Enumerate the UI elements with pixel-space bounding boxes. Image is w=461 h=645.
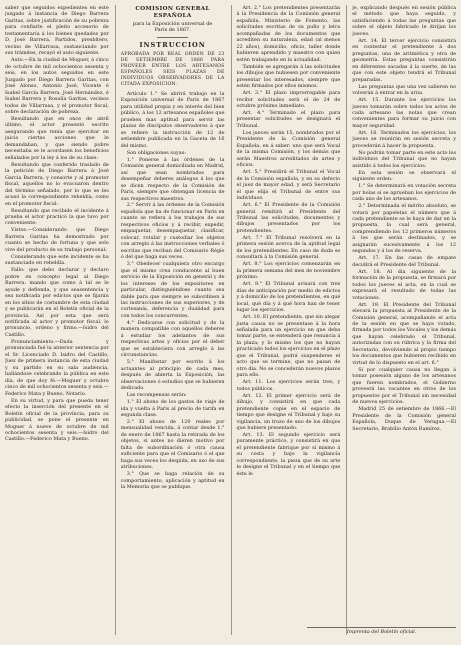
- paragraph: Art. 17. En las casas de empate decidirá el Presidente del Tribunal.: [352, 255, 456, 268]
- paragraph: 1.° Se determinará en votación secreta por bolas si se aprueban los ejercicios de cada uno de los artesanos.: [352, 183, 456, 203]
- paragraph: Art. 14. El tercer ejercicio consistirá en contestar el pretendiente á dos preguntas, una de aritmética y otra de geometría. Estas preguntas consistirán en diferentes sacadas á la suerte, de las que con este objeto tendrá el Tribunal preparadas.: [352, 37, 456, 83]
- paragraph: 1.° Ponerse á las órdenes de la Comisión general domiciliada en Madrid, así que sean nombrados para desempeñar deberes análogos á los que se dicen respecto de la Comisión de París, siempre que obtengan licencia de sus respectivos maestros.: [120, 156, 225, 202]
- paragraph: Art. 10. El pretendiente, que sin alegar justa causa no se presentase á la hora señalada para un ejercicio en que deba tomar parte, se entenderá que renuncia á la plaza; y lo mismo los que no hayan practicado todos los ejercicios en el plazo que el Tribunal, podrá suspenderse el acto que se termine, que no pasan de otro día. No se concederán nuevos plazos para ello.: [236, 314, 341, 379]
- paragraph: Art. 15. Durante los ejercicios los jueces tomarán sobre todos los actos de cada artesano las notas que crean convenientes para formar su juicio con mayor seguridad.: [352, 97, 456, 129]
- paragraph: 2.° El abono de 120 reales por mensualidad vencida, á contar desde 1.° de enero de 1867 hasta la retirada de los objetos, si antes no dieren motivo por falta de subordinación ó otra causa suficiente para que el Comisario ó el que haga sus veces los despida, en uso de sus atribuciones.: [120, 418, 225, 471]
- header-line: para la Exposición universal de: [132, 20, 213, 27]
- paragraph: 5.° Manifestar por escrito á los actuantes al principio de cada mes, después de abierta la Exposición, las observaciones ó estudios que se hubieren dedicado.: [120, 359, 225, 392]
- paragraph: Art. 18. Al día siguiente de la formación de la propuesta, se firmará por todos los jueces el acta, en la cual se expresará el resultado de todas las votaciones.: [352, 268, 456, 301]
- paragraph: Pronunciamiento.—Dada y pronunciada fué la anterior sentencia por el Sr. Licenciado D. Isidro del Castillo, Juez de primera instancia de esta ciudad y su partido en su sala audiencia, hallándose celebrando la pública en este día, de que doy fé.—Moguer y octubre cinco de mil ochocientos sesenta y seis.—Federico Mata y Bueno, Notario.: [5, 338, 109, 397]
- paragraph: Art. 13. El segundo ejercicio será puramente práctico, y consistirá en que el pretendiente fabrique por sí mismo á su costa y bajo la vigilancia correspondiente, la pieza que de su arte le designe el Tribunal y en el tiempo que éste le: [236, 431, 341, 477]
- header-line: París de 1867.: [154, 27, 191, 34]
- section-title: INSTRUCCION: [139, 40, 206, 49]
- paragraph: Auto.—En la ciudad de Moguer, á cinco de octubre de mil ochocientos sesenta y seis, en los autos seguidos en este Juzgado por Diego Barrera Garitas, con José Alonso, Antonio José, Vicente é Isabel García Barrera, José Hernández, é Isabel Barrera y Rosalía Garitas, vecinos todos de Villarrasa, y el promotor fiscal, sobre declaración de pobreza.: [5, 57, 109, 115]
- paragraph: Art. 4.° Terminado el plazo para presentar solicitudes se designará el Tribunal.: [236, 110, 341, 129]
- paragraph: Art. 7.° El Tribunal resolverá en la primera sesión acerca de la aptitud legal de los pretendientes. En caso de duda se consultará á la Comisión general.: [236, 234, 341, 261]
- paragraph: En su virtud, y para que pueda tener efecto la inserción del presente en el Boletín oficial de la provincia, para su publicidad, se pone el presente en Moguer á nueve de octubre de mil ochocientos sesenta y seis.—Isidro del Castillo.—Federico Mata y Bueno.: [5, 397, 109, 443]
- divider: [157, 37, 188, 38]
- paragraph: 2.° Servir á las órdenes de la Comisión española que ha de funcionar en París en cuanto se refiera á los trabajos de sus respectivos oficios y á recibir, expedir, empaquetar, desempaquetar, clasificar, colocar, rotular y custodiar los objetos con arreglo á las instrucciones verbales ó escritas que reciban del Comisario Régio ó del que haga sus veces.: [120, 202, 225, 261]
- paragraph: 2.° Determinada el mérito absoluto, se votará por papeletas el número que á cada pretendiente se le haya de dar en la propuesta, la cual será general, comprendiendo los 12 primeros números á los que serán destinados, y se asignarán sucesivamente á los 12 segundos y á los de reserva.: [352, 203, 456, 255]
- paragraph: Las preguntas que una vez salieren no volverán á entrar en la urna.: [352, 83, 456, 97]
- paragraph: Art. 2.° Los pretendientes presentarán á la Presidencia de la Comisión general española, Ministerio de Fomento, las solicitudes escritas de su puño y letra acompañadas de los documentos que acrediten su naturaleza, edad (al menos 22 años), domicilio, oficio, taller donde hubieren aprendido y maestro con quien estén trabajando en la actualidad.: [236, 5, 341, 63]
- paragraph: 1.° El abono de los gastos de viaje de ida y vuelta á París al precio de tarifa en segunda clase.: [120, 399, 225, 418]
- section-preamble: APROBADA POR REAL ORDEN DE 23 DE SETIEMBRE DE 1866 PARA PROVEER ENTRE LOS ARTESANOS ESPAÑOLES SEIS PLAZAS DE INDIVIDUOS OBSERVADORES DE LA CITADA EXPOSICION.: [120, 51, 225, 87]
- paragraph: Art. 5.° Presidirá el Tribunal el Vocal de la Comisión española, y en su defecto el juez de mayor edad, y será Secretario el que elija el Tribunal de entre sus individuos.: [236, 169, 341, 202]
- column-2: [115, 5, 225, 635]
- column-1: [5, 5, 109, 635]
- paragraph: Artículo 1.° Se abrirá trabajo en la Exposición universal de París de 1867 para utilidad propia y en interés del bien público, á los 12 artesanos españoles que prueben mas aptitud para servir las plazas de discípulos observadores á que se refiere la instrucción de 12 de setiembre publicada en la Gaceta de 16 del mismo.: [120, 91, 225, 149]
- paragraph: Art. 3.° El plazo improrrogable para recibir solicitudes será el de 24 de octubre próximo inmediato.: [236, 90, 341, 110]
- paragraph: Si por cualquier causa no llegan á tomar posesión alguno de los artesanos que fueren nombrados, el Gobierno proveerá las vacantes en otros de los propuestos por el Tribunal sin necesidad de nuevos ejercicios.: [352, 366, 456, 406]
- paragraph: saber que seguidos expedientes en este juzgado á instancia de Diego Barrera Garitas, sobre justificación de su pobreza para confiarle el pleito accesorio de testamentaría á los bienes quedados por D. José Barrera, Partidos, presbítero, vecino de Villarrasa, sustanciando por sus trámites, recayó el auto siguiente.: [5, 5, 109, 57]
- section-header: [121, 6, 225, 88]
- paragraph: No podrán tomar parte en este acto los individuos del Tribunal que no hayan asistido á todos los ejercicios.: [352, 149, 456, 169]
- paragraph: Art. 8.° Los ejercicios comenzarán en la primera semana del mes de noviembre próximo.: [236, 261, 341, 281]
- newspaper-page: [5, 5, 456, 635]
- paragraph: Art. 9.° El Tribunal avisará con tres días de anticipación por medio de edictos y á domicilio de los pretendientes, en qué local, qué día y á qué hora han de tener lugar los ejercicios.: [236, 281, 341, 314]
- paragraph: Art. 12. El primer ejercicio será de dibujo, y consistirá en que cada pretendiente copie en el espacio de tiempo que designe el Tribunal y bajo su vigilancia, un trozo de uno de los dibujos que hubiere presentado.: [236, 392, 341, 431]
- header-line: COMISION GENERAL ESPAÑOLA: [135, 6, 210, 20]
- paragraph: 3.° Obedecer cualquiera otro encargo que el mismo crea conducente al buen servicio de la Exposición en general y de los intereses de los expositores en particular, distinguiéndose cuanto sea dable para que siempre se subordinen á las instrucciones de sus superiores, y de cortesanía, deferencia y dualidad para con todos los concurrentes.: [120, 261, 225, 319]
- paragraph: Resultando que recibido el incidente á prueba el actor practicó la que tuvo por conveniente:: [5, 207, 109, 227]
- paragraph: En esta sesión se observará el siguiente orden:: [352, 169, 456, 183]
- paragraph: Considerando que este incidente se ha sustanciado en rebeldía.: [5, 253, 109, 267]
- paragraph: Resultando que en once de abril último, el actor presentó escrito asegurando que tenía que ejercitar en juicio ciertas acciones que le demandaban, y que siendo pobre necesitaba se le acordasen los beneficios señalados por la ley á los de su clase:: [5, 115, 109, 161]
- paragraph: Resultando que conferido traslado de la petición de Diego Barrera á José García Barrera, y consorte y al promotor fiscal, aquellos no lo evacuaron dentro del término señalado, por lo que se les acusó la correspondiente rebeldía, como en el promotor fiscal:: [5, 161, 109, 207]
- paragraph: Son obligaciones suyas:: [126, 149, 186, 156]
- paragraph: También se agregarán á las solicitudes los dibujos que hubiesen por conveniente presentar los interesados, siempre que estén firmados por ellos mismos.: [236, 63, 341, 90]
- paragraph: Art. 16. Terminados los ejercicios, los jueces se reunirán en sesión secreta y procederán á hacer la propuesta.: [352, 129, 456, 149]
- imprint-footer: Imprenta del Boletín oficial.: [307, 627, 456, 635]
- paragraph: Art. 6.° El Presidente de la Comisión general remitirá al Presidente del Tribunal las solicitudes, documentos y dibujos presentados por los pretendientes.: [236, 202, 341, 234]
- column-4: [346, 5, 456, 635]
- column-3: [231, 5, 341, 635]
- paragraph: Fallo: que debo declarar y declaro pobre en concepto legal al Diego Barrera: mando que como á tal se le ayude y defienda, y que seasentencia y sea notificada por edictos que se fijarán en los sitios de costumbre de esta ciudad y se publicarán en el Boletín oficial de la provincia. Así por esta que será notificada al actor y promotor fiscal, lo pronuncio, ordeno y firmo.—Isidro del Castillo.: [5, 267, 109, 338]
- paragraph: Las recompensas serán:: [126, 392, 187, 399]
- paragraph: je, explicando después en sesión pública el método que haya seguido, y satisfaciendo á todas las preguntas que sobre el objeto fabricado le dirijan los jueces.: [352, 5, 456, 37]
- paragraph: Los jueces serán 15, nombrados por el Presidente de la Comisión general Española, en á saber: uno que será Vocal de la misma Comisión, y los demás que serán Maestros acreditados de artes y oficios.: [236, 129, 341, 169]
- paragraph: 3.° Que se haga relación de su comportamiento, aplicación y aptitud en la Memoria que se publique.: [120, 471, 225, 491]
- paragraph: Art. 19. El Presidente del Tribunal elevará la propuesta al Presidente de la Comisión general, acompañando el acta de la sesión en que se haya votado, firmada por todos los Vocales y los demás que hayan celebrado el Tribunal, autorizadas con su rúbrica y la firma del Secretario, devolviendo al propio tiempo los documentos que hubieren recibido en virtud de lo dispuesto en el art. 6.°: [352, 301, 456, 366]
- paragraph: Vistos.—Considerando que Diego Barrera Garitas ha demostrado por cuanto se hecho de fortuna y que solo vive del producto de su trabajo personal:: [5, 227, 109, 253]
- paragraph: Art. 11. Los ejercicios serán tres, y todos públicos.: [236, 379, 341, 392]
- paragraph: 4.° Dedicarse con solicitud y de la manera compatible con aquellos deberes á estudiar los adelantos de sus respectivas artes y oficios por el deber que se estableciera con arreglo á las circunstancias.: [120, 319, 225, 359]
- signature: Madrid 25 de setiembre de 1866.—El Presidente de la Comisión general Española, Duque de Veragua.—El Secretario, Brabilio Antón Ramírez.: [352, 406, 456, 432]
